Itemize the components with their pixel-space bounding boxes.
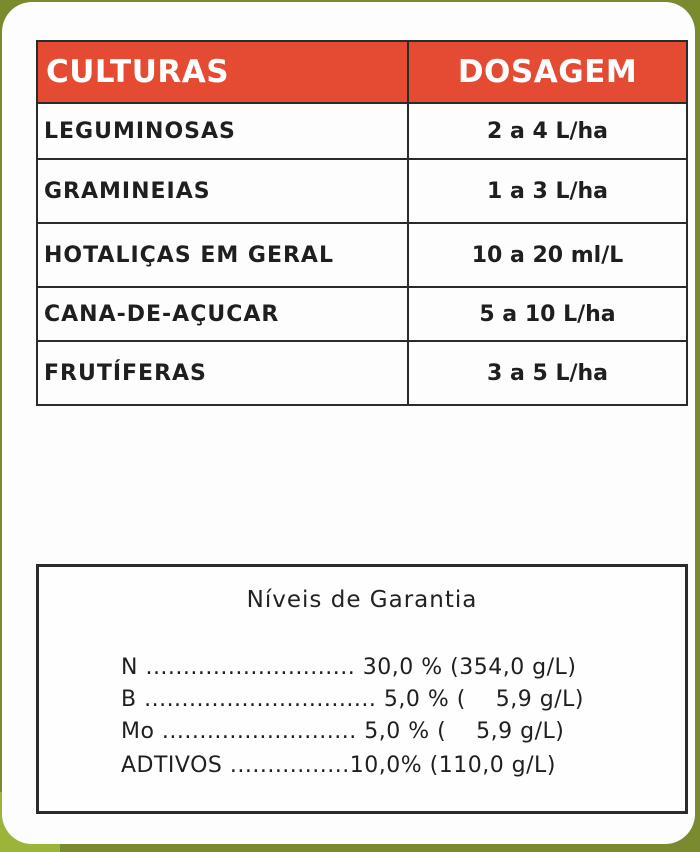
guarantee-levels-box	[36, 564, 688, 814]
culture-cell: LEGUMINOSAS	[37, 103, 408, 159]
culture-cell: GRAMINEIAS	[37, 159, 408, 223]
culture-cell: HOTALIÇAS EM GERAL	[37, 223, 408, 287]
table-header-row	[37, 41, 687, 103]
table-row	[37, 223, 687, 287]
dosage-cell: 2 a 4 L/ha	[408, 103, 687, 159]
dosage-cell: 3 a 5 L/ha	[408, 341, 687, 405]
guarantee-title: Níveis de Garantia	[246, 587, 478, 613]
guarantee-line-b: B ............................... 5,0 % ( 5,9 g/L)	[121, 687, 584, 712]
guarantee-line-mo: Mo .......................... 5,0 % ( 5,9 g/L)	[121, 719, 565, 744]
dosage-table	[36, 40, 688, 406]
table-row	[37, 287, 687, 341]
culture-cell: CANA-DE-AÇUCAR	[37, 287, 408, 341]
culture-cell: FRUTÍFERAS	[37, 341, 408, 405]
dosage-cell: 5 a 10 L/ha	[408, 287, 687, 341]
table-row	[37, 103, 687, 159]
table-row	[37, 341, 687, 405]
guarantee-line-n: N ............................ 30,0 % (354,0 g/L)	[121, 655, 577, 680]
dosage-cell: 10 a 20 ml/L	[408, 223, 687, 287]
label-card	[2, 2, 695, 844]
table-row	[37, 159, 687, 223]
header-culturas: CULTURAS	[37, 41, 408, 103]
guarantee-line-aditivos: ADTIVOS ................10,0% (110,0 g/L)	[121, 753, 556, 778]
dosage-cell: 1 a 3 L/ha	[408, 159, 687, 223]
header-dosagem: DOSAGEM	[408, 41, 687, 103]
